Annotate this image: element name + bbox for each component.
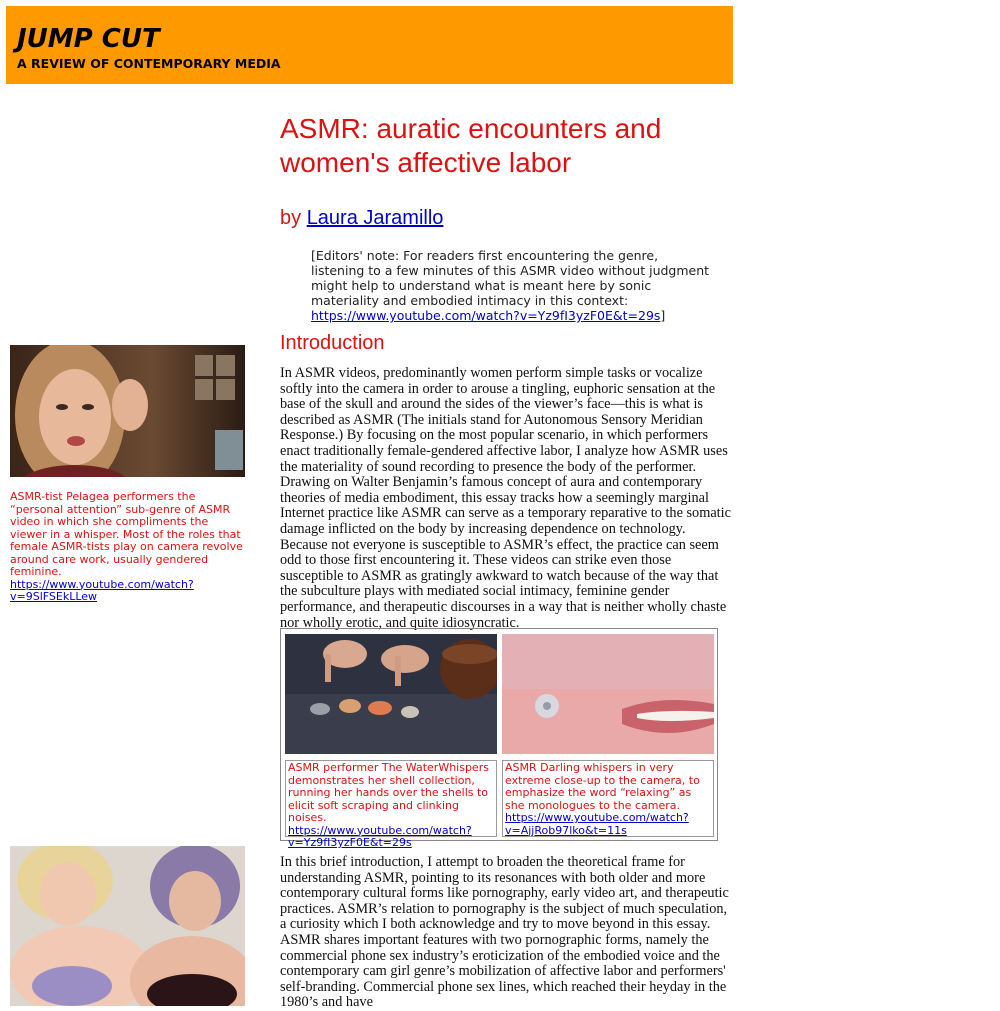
byline-prefix: by — [280, 207, 302, 229]
caption-text: ASMR performer The WaterWhispers demonstrates her shell collection, running her hands over the shells to elicit soft scraping and clinking noises. — [288, 761, 489, 824]
site-title[interactable]: JUMP CUT — [17, 24, 160, 54]
editor-note — [311, 248, 711, 323]
figure-table — [280, 628, 718, 849]
editor-note-text: [Editors' note: For readers first encountering the genre, listening to a few minutes of this ASMR video without judgment might help to understand what is meant here by sonic materiality and embodied intimacy in this context: — [311, 248, 710, 308]
editor-note-close: ] — [660, 308, 666, 323]
paragraph-2: In this brief introduction, I attempt to broaden the theoretical frame for understanding ASMR, pointing to its resonances with both older and more contemporary cultural forms like pornography, early video art, and therapeutic practices. ASMR’s relation to pornography is the subject of much speculation, a curiosity which I both acknowledge and try to move beyond in this essay. ASMR shares important features with two pornographic forms, namely the commercial phone sex industry’s eroticization of the embodied voice and the contemporary cam girl genre’s mobilization of affective labor and performers' self-branding. Commercial phone sex lines, which reached their heyday in the 1980’s and have — [280, 854, 729, 1011]
editor-note-link[interactable]: https://www.youtube.com/watch?v=Yz9fI3yzF0E&t=29s — [311, 308, 661, 323]
sidebar-figure-1-caption — [10, 491, 245, 604]
site-subtitle: A REVIEW OF CONTEMPORARY MEDIA — [17, 56, 281, 71]
waterwhispers-video-link[interactable]: https://www.youtube.com/watch?v=Yz9fI3yzF0E&t=29s — [288, 823, 472, 849]
darling-closeup-still — [502, 634, 714, 754]
darling-caption — [502, 760, 714, 837]
site-header — [6, 6, 733, 84]
pelagea-video-still — [10, 345, 245, 477]
caption-text: ASMR-tist Pelagea performers the “personal attention” sub-genre of ASMR video in which she compliments the viewer in a whisper. Most of the roles that female ASMR-tists play on camera revolve around care work, usually gendered feminine. — [10, 490, 243, 578]
sidebar-figure-2 — [10, 846, 245, 1006]
two-performers-still — [10, 846, 245, 1006]
section-heading: Introduction — [280, 332, 385, 354]
caption-text: ASMR Darling whispers in very extreme close-up to the camera, to emphasize the word “relaxing” as she monologues to the camera. — [505, 761, 700, 812]
author-link[interactable]: Laura Jaramillo — [306, 207, 444, 229]
darling-video-link[interactable]: https://www.youtube.com/watch?v=AjjRob97lko&t=11s — [505, 811, 689, 837]
byline — [280, 207, 443, 230]
shell-caption — [285, 760, 497, 849]
sidebar-figure-1 — [10, 345, 245, 604]
paragraph-1: In ASMR videos, predominantly women perform simple tasks or vocalize softly into the camera in order to arouse a tingling, euphoric sensation at the base of the skull and around the sides of the viewer’s face––this is what is described as ASMR (The initials stand for Autonomous Sensory Meridian Response.) By focusing on the most popular scenario, in which performers enact traditionally female-gendered affective labor, I analyze how ASMR uses the materiality of sound recording to presence the body of the performer. Drawing on Walter Benjamin’s famous concept of aura and contemporary theories of media embodiment, this essay tracks how a seemingly marginal Internet practice like ASMR can serve as a temporary reparative to the somatic damage inflicted on the body by increasing dependence on technology. Because not everyone is susceptible to ASMR’s effect, the practice can seem odd to those first encountering it. These videos can strike even those susceptible to ASMR as gratingly awkward to watch because of the way that the subculture plays with mediated social intimacy, feminine gender performance, and therapeutic discourses in a way that is neither wholly chaste nor wholly erotic, and quite idiosyncratic. — [280, 365, 731, 631]
article-title: ASMR: auratic encounters and women's affective labor — [280, 113, 662, 178]
shell-collection-still — [285, 634, 497, 754]
pelagea-video-link[interactable]: https://www.youtube.com/watch?v=9SlFSEkLLew — [10, 577, 194, 603]
